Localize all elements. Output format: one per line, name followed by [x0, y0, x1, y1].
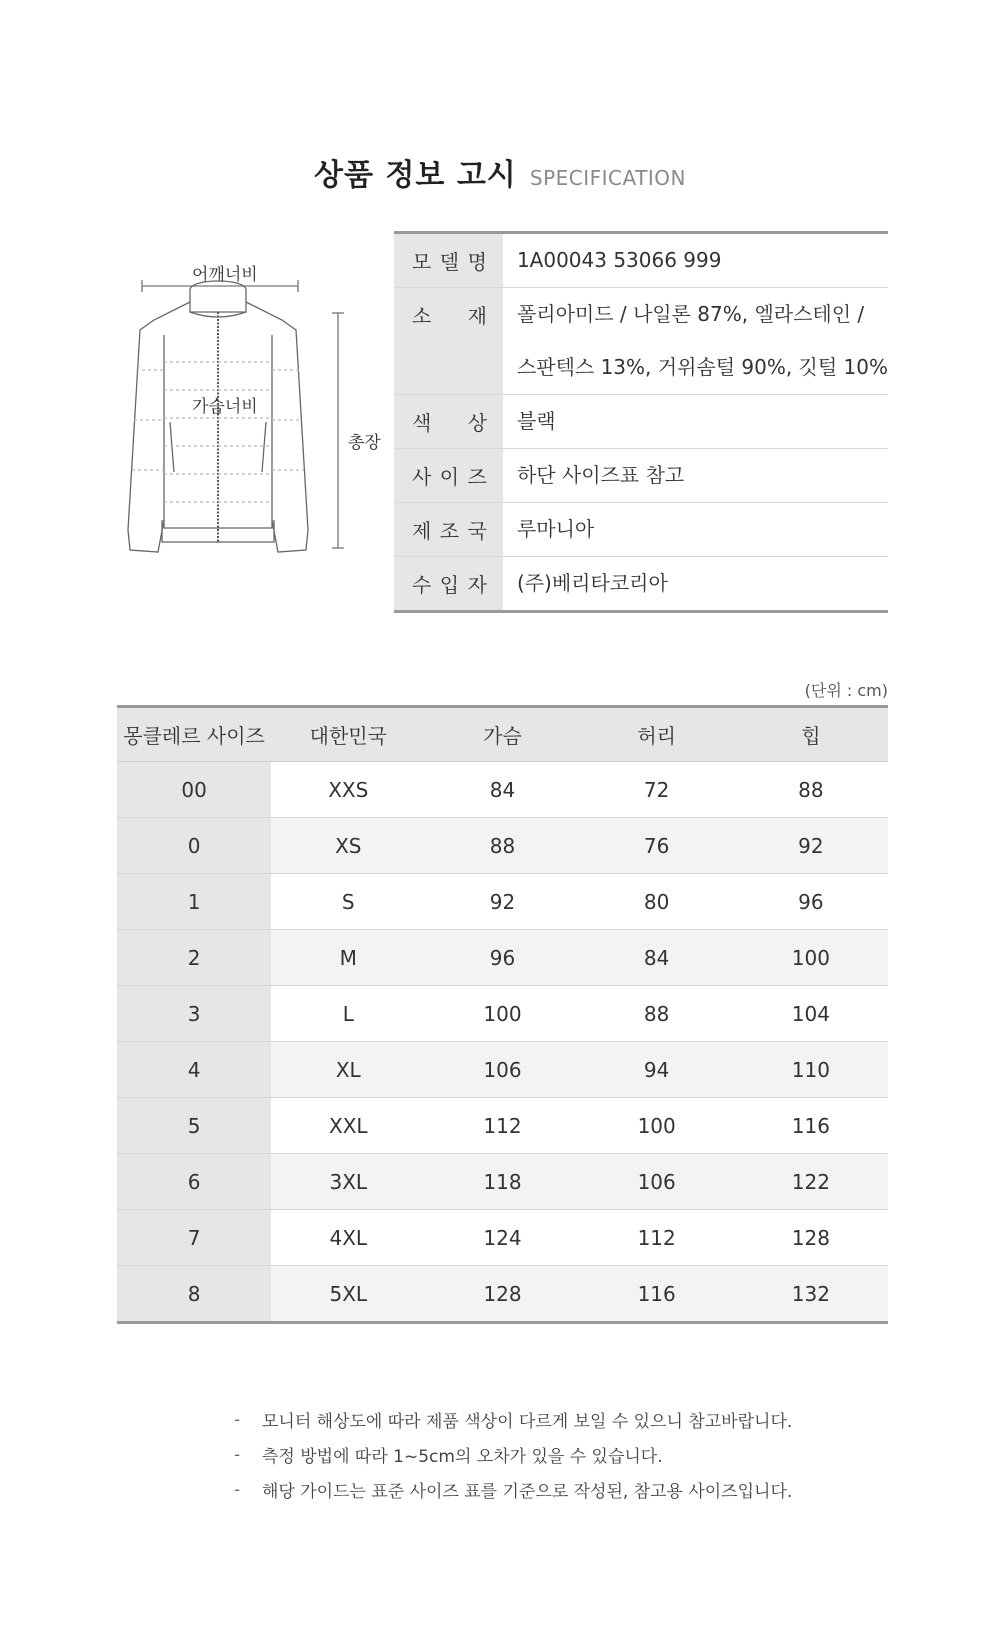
cell-hip: 96: [734, 874, 888, 930]
jacket-illustration: [112, 250, 402, 590]
jacket-outline-icon: [112, 250, 402, 590]
note-item: - 모니터 해상도에 따라 제품 색상이 다르게 보일 수 있으니 참고바랍니다.: [234, 1402, 792, 1437]
table-row: [117, 818, 888, 874]
spec-value: [503, 503, 888, 557]
spec-value: [503, 395, 888, 449]
cell-hip: 100: [734, 930, 888, 986]
cell-waist: 100: [580, 1098, 734, 1154]
cell-waist: 72: [643, 777, 670, 802]
cell-brand-size: 0: [117, 818, 271, 874]
cell-brand-size: 3: [117, 986, 271, 1042]
cell-korea-size: XL: [271, 1042, 425, 1098]
cell-chest: 128: [425, 1266, 579, 1323]
cell-hip: 132: [734, 1266, 888, 1323]
cell-chest: 92: [425, 874, 579, 930]
cell-chest: 106: [425, 1042, 579, 1098]
spec-key: [394, 449, 503, 503]
note-item: - 해당 가이드는 표준 사이즈 표를 기준으로 작성된, 참고용 사이즈입니다.: [234, 1472, 792, 1507]
spec-key-text: 색 상: [412, 411, 487, 435]
spec-value-line: 하단 사이즈표 참고: [516, 463, 685, 487]
spec-key: [394, 557, 503, 612]
spec-key: [394, 288, 503, 395]
cell-korea-size: XXL: [271, 1098, 425, 1154]
shoulder-width-label: 어깨너비: [192, 265, 258, 285]
spec-row: [394, 395, 888, 449]
spec-key-text: 수 입 자: [412, 573, 487, 597]
header-brand-size: 몽클레르 사이즈: [117, 707, 271, 762]
cell-korea-size: 5XL: [271, 1266, 425, 1323]
cell-korea-size: 3XL: [271, 1154, 425, 1210]
cell-brand-size: 7: [117, 1210, 271, 1266]
cell-chest: 84: [489, 777, 516, 802]
cell-chest: 100: [425, 986, 579, 1042]
chest-width-label: 가슴너비: [192, 397, 258, 417]
table-row: [117, 930, 888, 986]
cell-chest: 96: [425, 930, 579, 986]
spec-table: [394, 231, 888, 613]
cell-waist: 112: [580, 1210, 734, 1266]
note-item: - 측정 방법에 따라 1~5cm의 오차가 있을 수 있습니다.: [234, 1437, 792, 1472]
page-title: [0, 150, 1000, 194]
spec-value: [503, 233, 888, 288]
spec-row: [394, 233, 888, 288]
cell-waist: 116: [580, 1266, 734, 1323]
header-hip: 힙: [734, 707, 888, 762]
cell-waist: 106: [580, 1154, 734, 1210]
cell-korea-size: M: [271, 930, 425, 986]
spec-value-line: 1A00043 53066 999: [516, 248, 722, 272]
title-english: SPECIFICATION: [529, 166, 686, 190]
cell-chest: 112: [425, 1098, 579, 1154]
spec-value: [503, 288, 888, 395]
size-table-header: [117, 707, 888, 762]
cell-korea-size: 4XL: [271, 1210, 425, 1266]
table-row: [117, 1266, 888, 1323]
table-row: [117, 1042, 888, 1098]
cell-brand-size: 2: [117, 930, 271, 986]
cell-brand-size: 8: [117, 1266, 271, 1323]
title-korean: 상품 정보 고시: [314, 158, 517, 193]
cell-brand-size: 1: [117, 874, 271, 930]
cell-hip: 128: [734, 1210, 888, 1266]
note-text: 해당 가이드는 표준 사이즈 표를 기준으로 작성된, 참고용 사이즈입니다.: [262, 1482, 793, 1502]
spec-row: [394, 288, 888, 395]
spec-key-text: 소 재: [412, 304, 487, 328]
cell-brand-size: 4: [117, 1042, 271, 1098]
cell-hip: 122: [734, 1154, 888, 1210]
table-row: [117, 1098, 888, 1154]
cell-waist: 88: [580, 986, 734, 1042]
spec-key: [394, 503, 503, 557]
cell-brand-size: 00: [117, 762, 271, 818]
cell-hip: 92: [734, 818, 888, 874]
spec-value-line: 폴리아미드 / 나일론 87%, 엘라스테인 /: [516, 302, 865, 326]
cell-hip: 88: [798, 777, 824, 802]
table-row: [117, 1210, 888, 1266]
spec-key-text: 모 델 명: [412, 250, 487, 274]
cell-korea-size: XS: [271, 818, 425, 874]
cell-waist: 94: [580, 1042, 734, 1098]
cell-hip: 104: [734, 986, 888, 1042]
cell-chest: 118: [425, 1154, 579, 1210]
spec-key: [394, 395, 503, 449]
spec-value-line: (주)베리타코리아: [516, 571, 668, 595]
spec-row: [394, 449, 888, 503]
spec-value-line: 블랙: [516, 409, 556, 433]
cell-hip: 110: [734, 1042, 888, 1098]
total-length-label: 총장: [348, 433, 381, 453]
cell-chest: 124: [425, 1210, 579, 1266]
note-text: 모니터 해상도에 따라 제품 색상이 다르게 보일 수 있으니 참고바랍니다.: [262, 1412, 793, 1432]
header-korea: 대한민국: [271, 707, 425, 762]
unit-label: (단위 : cm): [804, 681, 888, 700]
cell-waist: 84: [580, 930, 734, 986]
spec-key-text: 제 조 국: [412, 519, 487, 543]
table-row: [117, 762, 888, 818]
spec-key-text: 사 이 즈: [412, 465, 487, 489]
cell-brand-size: 5: [117, 1098, 271, 1154]
header-chest: 가슴: [425, 707, 579, 762]
cell-hip: 116: [734, 1098, 888, 1154]
cell-waist: 76: [580, 818, 734, 874]
spec-value: [503, 449, 888, 503]
size-table: [117, 705, 888, 1324]
notes-list: [234, 1402, 792, 1507]
header-waist: 허리: [580, 707, 734, 762]
cell-brand-size: 6: [117, 1154, 271, 1210]
spec-row: [394, 557, 888, 612]
cell-korea-size: L: [271, 986, 425, 1042]
table-row: [117, 1154, 888, 1210]
spec-value-line: 루마니아: [516, 517, 595, 541]
table-row: [117, 986, 888, 1042]
spec-value: [503, 557, 888, 612]
spec-row: [394, 503, 888, 557]
table-row: [117, 874, 888, 930]
cell-chest: 88: [425, 818, 579, 874]
cell-korea-size: XXS: [328, 777, 369, 802]
note-text: 측정 방법에 따라 1~5cm의 오차가 있을 수 있습니다.: [262, 1447, 663, 1467]
cell-waist: 80: [580, 874, 734, 930]
spec-key: [394, 233, 503, 288]
spec-value-line: 스판텍스 13%, 거위솜털 90%, 깃털 10%: [516, 355, 888, 379]
cell-korea-size: S: [271, 874, 425, 930]
